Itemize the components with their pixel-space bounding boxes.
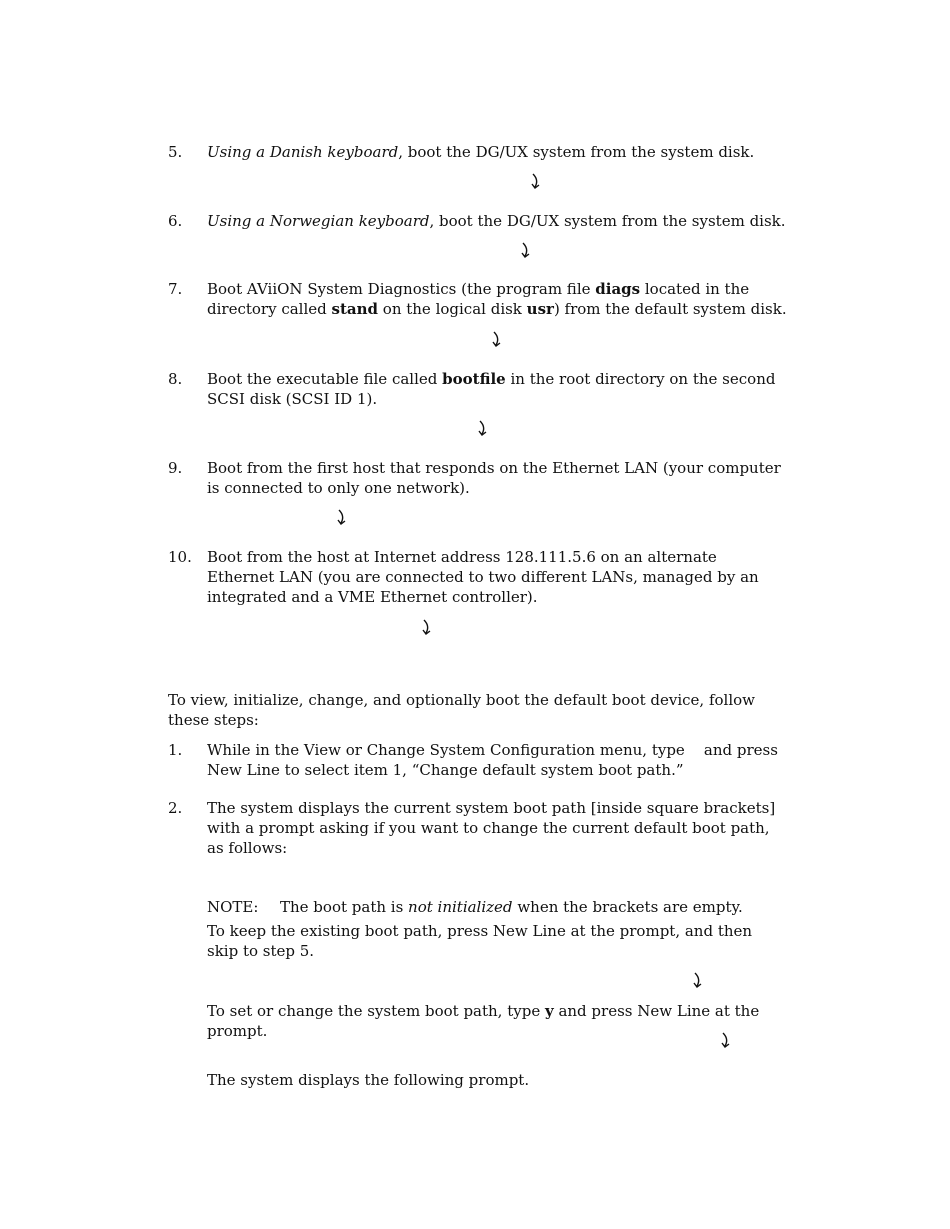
return-arrow-icon	[490, 331, 504, 349]
procedure-step-2-text: The system displays the current system boot path [inside square brackets] with a prompt asking if you want to change the current default boot path, as follows:	[207, 799, 776, 857]
keep-boot-path-text: To keep the existing boot path, press New Line at the prompt, and then skip to step 5.	[207, 922, 753, 960]
note-text: The boot path is not initialized when the brackets are empty.	[280, 898, 743, 916]
return-arrow-icon	[335, 509, 349, 527]
note-label: NOTE:	[207, 898, 259, 916]
procedure-step-1-text: While in the View or Change System Configuration menu, type and press New Line to select item 1, “Change default system boot path.”	[207, 741, 783, 779]
procedure-step-2-number: 2.	[168, 799, 183, 817]
intro-paragraph: To view, initialize, change, and optionally boot the default boot device, follow these steps:	[168, 691, 755, 729]
set-boot-path-text: To set or change the system boot path, type y and press New Line at the prompt.	[207, 1002, 760, 1040]
step-6-number: 6.	[168, 212, 183, 230]
step-7-number: 7.	[168, 280, 183, 298]
return-arrow-icon	[519, 242, 533, 260]
return-arrow-icon	[691, 972, 705, 990]
final-prompt-text: The system displays the following prompt.	[207, 1071, 530, 1089]
step-7-text: Boot AViiON System Diagnostics (the program file diags located in the directory called stand on the logical disk usr) from the default system disk.	[207, 280, 787, 318]
return-arrow-icon	[719, 1032, 733, 1050]
return-arrow-icon	[529, 173, 543, 191]
return-arrow-icon	[420, 619, 434, 637]
step-9-number: 9.	[168, 459, 183, 477]
step-5-number: 5.	[168, 143, 183, 161]
step-8-number: 8.	[168, 370, 183, 388]
step-10-text: Boot from the host at Internet address 128.111.5.6 on an alternate Ethernet LAN (you are connected to two different LANs, managed by an integrated and a VME Ethernet controller).	[207, 548, 759, 606]
step-6-text: Using a Norwegian keyboard, boot the DG/UX system from the system disk.	[207, 212, 786, 230]
step-8-text: Boot the executable file called bootfile in the root directory on the second SCSI disk (SCSI ID 1).	[207, 370, 776, 408]
step-10-number: 10.	[168, 548, 192, 566]
procedure-step-1-number: 1.	[168, 741, 183, 759]
step-5-text: Using a Danish keyboard, boot the DG/UX system from the system disk.	[207, 143, 755, 161]
step-9-text: Boot from the first host that responds on the Ethernet LAN (your computer is connected to only one network).	[207, 459, 781, 497]
return-arrow-icon	[476, 420, 490, 438]
